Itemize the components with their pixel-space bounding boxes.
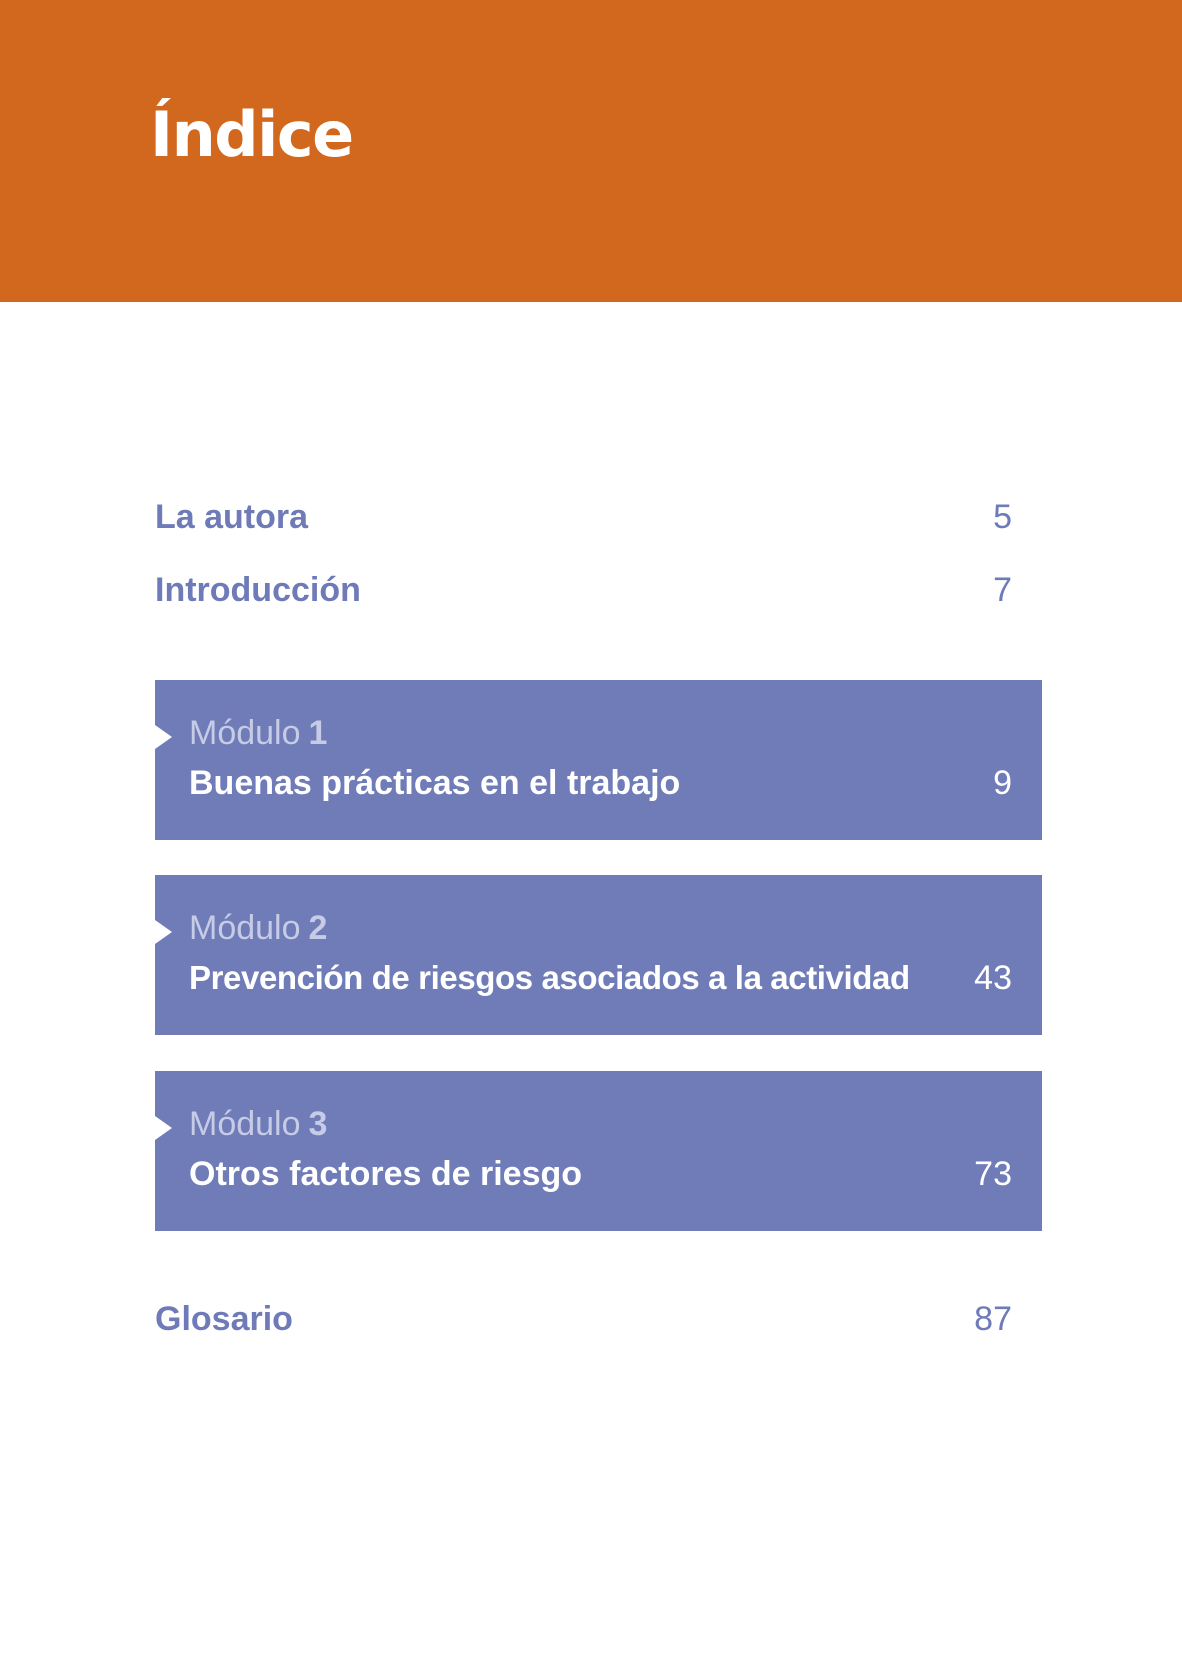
module-page: 9 — [993, 764, 1012, 802]
triangle-marker-icon — [155, 1116, 172, 1140]
toc-entry-label: Glosario — [155, 1300, 293, 1338]
module-tag — [189, 904, 327, 952]
header-banner — [0, 0, 1182, 302]
toc-entry-page: 5 — [993, 498, 1012, 536]
toc-module-3[interactable] — [155, 1071, 1042, 1231]
triangle-marker-icon — [155, 725, 172, 749]
toc-entry-la-autora[interactable] — [155, 492, 1012, 542]
page-title: Índice — [150, 98, 353, 171]
toc-entry-introduccion[interactable] — [155, 565, 1012, 615]
toc-entry-page: 7 — [993, 571, 1012, 609]
triangle-marker-icon — [155, 920, 172, 944]
module-page: 43 — [974, 959, 1012, 997]
module-number: 2 — [308, 909, 328, 947]
module-prefix: Módulo — [189, 909, 301, 947]
toc-module-1[interactable] — [155, 680, 1042, 840]
toc-entry-label: La autora — [155, 498, 309, 536]
module-prefix: Módulo — [189, 714, 301, 752]
module-number: 3 — [308, 1105, 328, 1143]
module-title: Prevención de riesgos asociados a la actividad — [189, 959, 910, 996]
toc-entry-label: Introducción — [155, 571, 361, 609]
module-prefix: Módulo — [189, 1105, 301, 1143]
module-tag — [189, 709, 327, 757]
module-title: Otros factores de riesgo — [189, 1155, 583, 1193]
toc-entry-glosario[interactable] — [155, 1294, 1012, 1344]
toc-module-2[interactable] — [155, 875, 1042, 1035]
module-title: Buenas prácticas en el trabajo — [189, 764, 681, 802]
module-tag — [189, 1100, 327, 1148]
toc-entry-page: 87 — [974, 1300, 1012, 1338]
module-number: 1 — [308, 714, 328, 752]
module-page: 73 — [974, 1155, 1012, 1193]
